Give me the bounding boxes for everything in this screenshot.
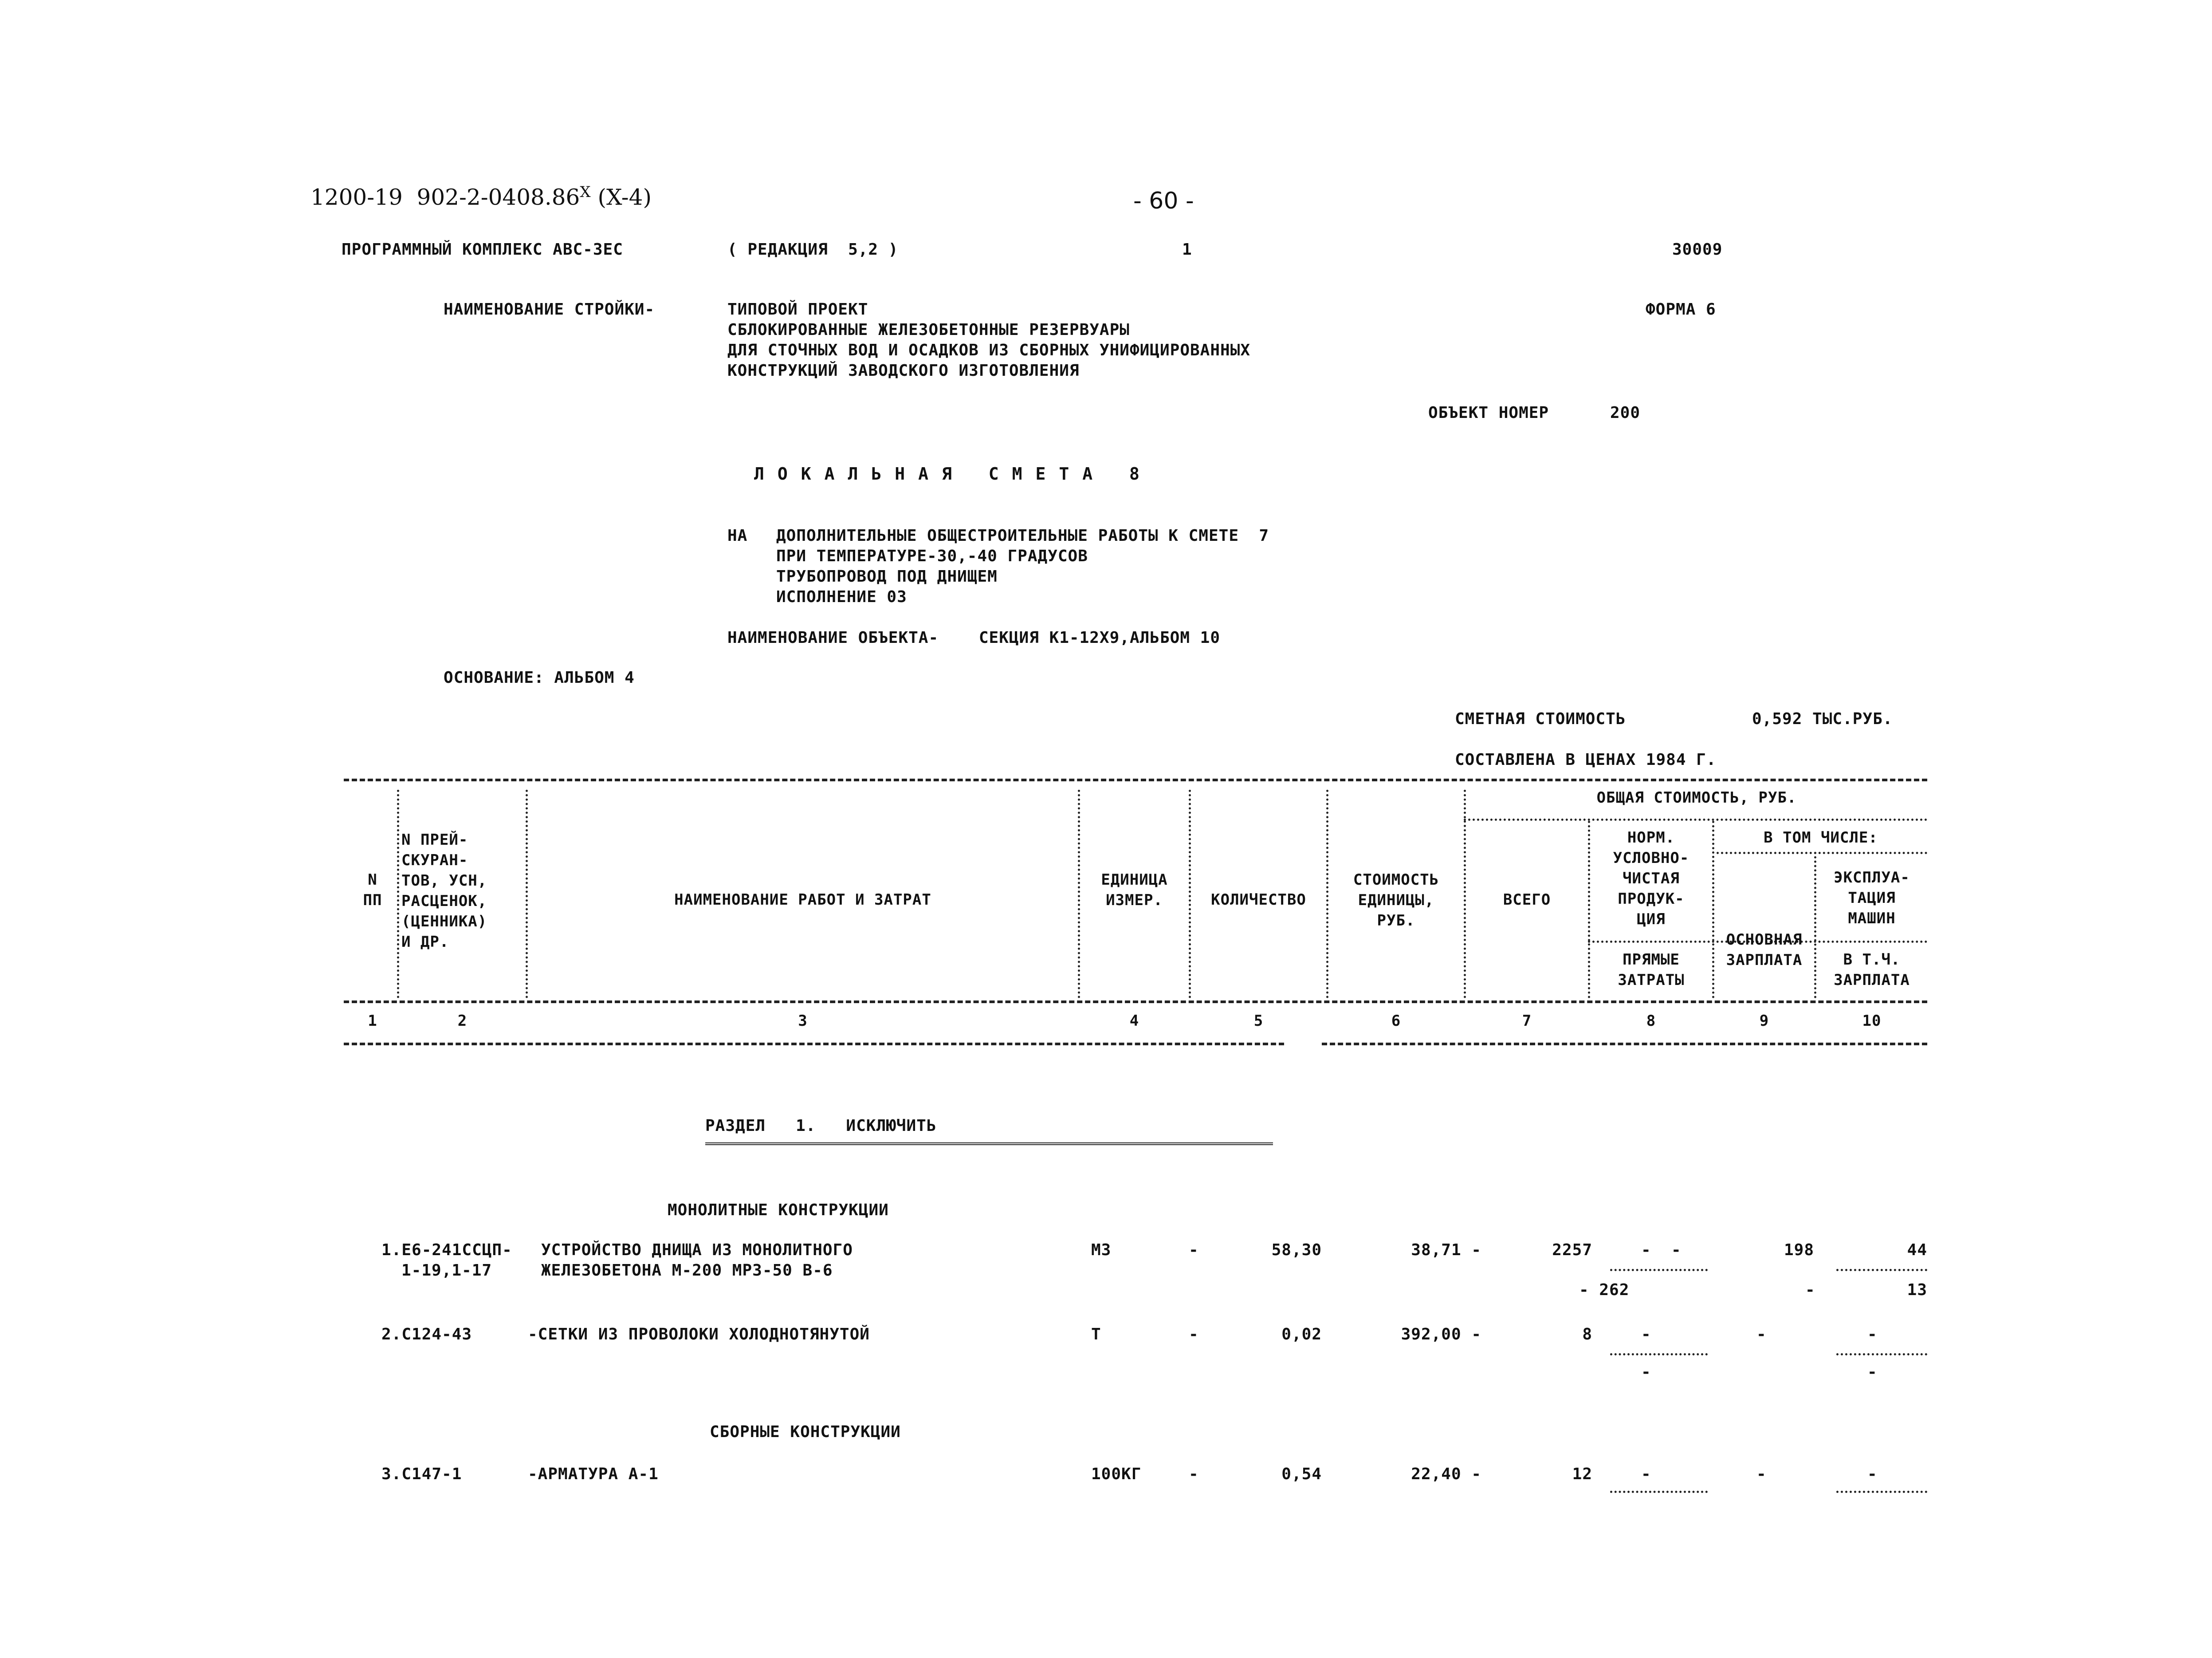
col-header-including: В ТОМ ЧИСЛЕ:: [1764, 829, 1878, 847]
row-code: 1.Е6-241ССЦП-: [381, 1241, 512, 1259]
row-quantity: 0,02: [1281, 1325, 1322, 1343]
col-number: 6: [1391, 1012, 1401, 1030]
row-machines-2: -: [1867, 1363, 1878, 1381]
row-subline: [1836, 1491, 1927, 1493]
document-stamp: 1200-19 $902-2-0408.86^X$ (X-4): [310, 183, 652, 210]
row-salary: -: [1756, 1465, 1767, 1483]
col-number: 8: [1646, 1012, 1656, 1030]
row-name: -АРМАТУРА А-1: [528, 1465, 659, 1483]
col-header-normative: НОРМ. УСЛОВНО- ЧИСТАЯ ПРОДУК- ЦИЯ: [1613, 829, 1689, 928]
sheet-number: 1: [1182, 240, 1192, 259]
total-cost-divider: [1464, 819, 1927, 821]
col-header-work-name: НАИМЕНОВАНИЕ РАБОТ И ЗАТРАТ: [674, 891, 931, 909]
object-number: 200: [1610, 404, 1641, 422]
col-header-base-salary: ОСНОВНАЯ ЗАРПЛАТА: [1726, 931, 1803, 969]
row-machines: 44: [1907, 1241, 1927, 1259]
table-numbers-border: [1322, 1043, 1927, 1045]
construction-line: КОНСТРУКЦИЙ ЗАВОДСКОГО ИЗГОТОВЛЕНИЯ: [727, 362, 1080, 380]
col-number: 5: [1253, 1012, 1264, 1030]
row-direct: -: [1641, 1325, 1651, 1343]
row-salary: -: [1756, 1325, 1767, 1343]
col-number: 7: [1522, 1012, 1532, 1030]
row-subline: [1836, 1353, 1927, 1355]
construction-line: ТИПОВОЙ ПРОЕКТ: [727, 300, 868, 319]
row-direct-2: -: [1641, 1363, 1651, 1381]
section-underline: [705, 1142, 1273, 1145]
row-direct: -: [1641, 1465, 1651, 1483]
estimate-on-label: НА: [727, 527, 748, 545]
table-numbers-border: [344, 1043, 1284, 1045]
group-title: МОНОЛИТНЫЕ КОНСТРУКЦИИ: [668, 1201, 889, 1219]
col-header-machines: ЭКСПЛУА- ТАЦИЯ МАШИН: [1834, 869, 1910, 927]
incl-divider: [1717, 852, 1927, 854]
col-header-unit: ЕДИНИЦА ИЗМЕР.: [1101, 871, 1168, 909]
col-number: 1: [368, 1012, 377, 1030]
row-total: 2257: [1552, 1241, 1592, 1259]
row-subline: [1610, 1353, 1708, 1355]
col-separator: [397, 790, 399, 998]
col-number: 10: [1862, 1012, 1882, 1030]
col-header-incl-salary: В Т.Ч. ЗАРПЛАТА: [1834, 951, 1910, 989]
program-name: ПРОГРАММНЫЙ КОМПЛЕКС АВС-3ЕС: [342, 240, 623, 259]
row-quantity: 0,54: [1281, 1465, 1322, 1483]
row-subline: [1610, 1269, 1708, 1271]
row-unit: 100КГ: [1091, 1465, 1142, 1483]
object-label: ОБЪЕКТ НОМЕР: [1428, 404, 1549, 422]
row-direct-2: - 262: [1579, 1281, 1630, 1299]
col-number: 4: [1129, 1012, 1139, 1030]
estimate-on-line: ДОПОЛНИТЕЛЬНЫЕ ОБЩЕСТРОИТЕЛЬНЫЕ РАБОТЫ К СМЕТЕ 7: [776, 527, 1269, 545]
estimated-cost-value: 0,592 ТЫС.РУБ.: [1752, 710, 1893, 728]
row-direct: - -: [1641, 1241, 1682, 1259]
col-header-number: N ПП: [363, 871, 382, 909]
construction-line: СБЛОКИРОВАННЫЕ ЖЕЛЕЗОБЕТОННЫЕ РЕЗЕРВУАРЫ: [727, 321, 1130, 339]
header-bottom-border: [344, 1000, 1927, 1003]
price-level: СОСТАВЛЕНА В ЦЕНАХ 1984 Г.: [1455, 751, 1717, 769]
page-number: - 60 -: [1133, 188, 1194, 214]
row-salary-2: -: [1805, 1281, 1815, 1299]
row-code: 3.С147-1: [381, 1465, 462, 1483]
edition: ( РЕДАКЦИЯ 5,2 ): [727, 240, 899, 259]
row-subline: [1610, 1491, 1708, 1493]
row-name: -СЕТКИ ИЗ ПРОВОЛОКИ ХОЛОДНОТЯНУТОЙ: [528, 1325, 870, 1343]
row-quantity: 58,30: [1271, 1241, 1322, 1259]
object-name: НАИМЕНОВАНИЕ ОБЪЕКТА- СЕКЦИЯ К1-12Х9,АЛЬБОМ 10: [727, 629, 1221, 647]
row-machines-2: 13: [1907, 1281, 1927, 1299]
row-total: 12: [1572, 1465, 1592, 1483]
col-header-total-cost: ОБЩАЯ СТОИМОСТЬ, РУБ.: [1596, 789, 1797, 807]
row-code: 2.С124-43: [381, 1325, 472, 1343]
row-code-2: 1-19,1-17: [401, 1261, 492, 1280]
row-unit-price: 392,00 -: [1401, 1325, 1481, 1343]
row-machines: -: [1867, 1465, 1878, 1483]
col-header-total: ВСЕГО: [1503, 891, 1551, 909]
estimated-cost-label: СМЕТНАЯ СТОИМОСТЬ: [1455, 710, 1626, 728]
col-header-unit-cost: СТОИМОСТЬ ЕДИНИЦЫ, РУБ.: [1353, 871, 1439, 929]
row-name-2: ЖЕЛЕЗОБЕТОНА М-200 МРЗ-50 В-6: [541, 1261, 833, 1280]
basis: ОСНОВАНИЕ: АЛЬБОМ 4: [444, 669, 635, 687]
row-subline: [1836, 1269, 1927, 1271]
col-number: 9: [1759, 1012, 1769, 1030]
row-unit-price: 38,71 -: [1411, 1241, 1481, 1259]
col-header-quantity: КОЛИЧЕСТВО: [1211, 891, 1306, 909]
row-dash: -: [1189, 1241, 1199, 1259]
table-top-border: [344, 779, 1927, 781]
group-title: СБОРНЫЕ КОНСТРУКЦИИ: [710, 1423, 901, 1441]
row-name: УСТРОЙСТВО ДНИЩА ИЗ МОНОЛИТНОГО: [541, 1241, 853, 1259]
estimate-on-line: ПРИ ТЕМПЕРАТУРЕ-30,-40 ГРАДУСОВ: [776, 547, 1088, 565]
estimate-on-line: ИСПОЛНЕНИЕ 03: [776, 588, 907, 606]
estimate-title: ЛОКАЛЬНАЯ СМЕТА 8: [754, 464, 1153, 484]
construction-line: ДЛЯ СТОЧНЫХ ВОД И ОСАДКОВ ИЗ СБОРНЫХ УНИФИЦИРОВАННЫХ: [727, 341, 1251, 359]
row-dash: -: [1189, 1325, 1199, 1343]
col-header-direct-costs: ПРЯМЫЕ ЗАТРАТЫ: [1618, 951, 1685, 989]
row-machines: -: [1867, 1325, 1878, 1343]
col-number: 3: [798, 1012, 808, 1030]
estimate-on-line: ТРУБОПРОВОД ПОД ДНИЩЕМ: [776, 567, 998, 586]
row-dash: -: [1189, 1465, 1199, 1483]
row-unit-price: 22,40 -: [1411, 1465, 1481, 1483]
row-unit: Т: [1091, 1325, 1101, 1343]
col-number: 2: [457, 1012, 468, 1030]
document-code: 30009: [1672, 240, 1723, 259]
form-number: ФОРМА 6: [1646, 300, 1716, 319]
row-salary: 198: [1784, 1241, 1814, 1259]
row-unit: М3: [1091, 1241, 1112, 1259]
col-header-pricelist: N ПРЕЙ- СКУРАН- ТОВ, УСН, РАСЦЕНОК, (ЦЕННИКА) И ДР.: [401, 831, 487, 951]
construction-label: НАИМЕНОВАНИЕ СТРОЙКИ-: [444, 300, 655, 319]
row-total: 8: [1582, 1325, 1592, 1343]
section-title: РАЗДЕЛ 1. ИСКЛЮЧИТЬ: [705, 1117, 937, 1135]
